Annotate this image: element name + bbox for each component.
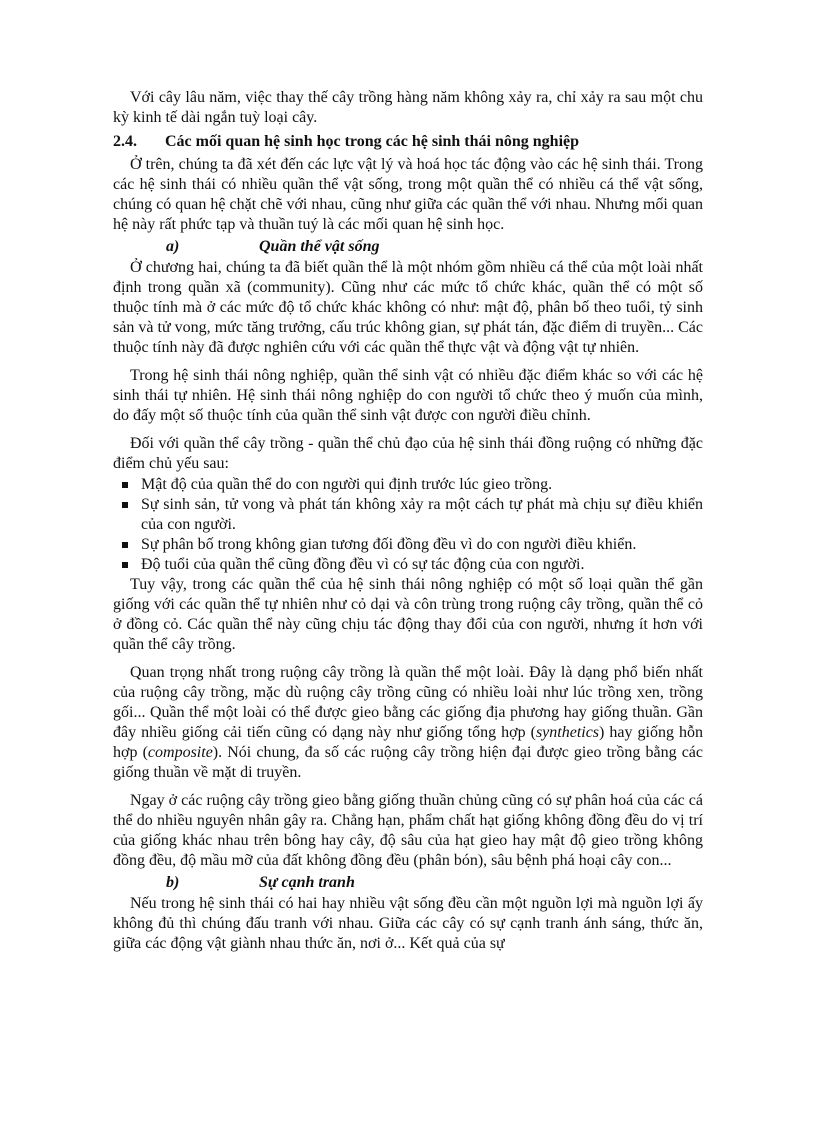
section-number: 2.4. (113, 133, 137, 150)
list-item (113, 495, 703, 535)
list-item (113, 535, 703, 555)
square-bullet-icon (122, 542, 128, 548)
subsection-b-paragraph-1: Nếu trong hệ sinh thái có hai hay nhiều vật sống đều cần một nguồn lợi mà nguồn lợi ấy không đủ thì chúng đấu tranh với nhau. Giữa các cây có sự cạnh tranh ánh sáng, thức ăn, giữa các động vật giành nhau thức ăn, nơi ở... Kết quả của sự (113, 895, 703, 952)
subsection-b-label: b) (166, 874, 180, 891)
subsection-a-heading (113, 237, 703, 257)
characteristics-list (113, 475, 703, 575)
subsection-a-label: a) (166, 238, 180, 255)
list-item-text: Sự phân bố trong không gian tương đối đồng đều vì do con người điều khiển. (141, 536, 637, 553)
p5-text-b: ) hay giống hỗn hợp ( (113, 724, 704, 761)
subsection-a-paragraph-2: Trong hệ sinh thái nông nghiệp, quần thể sinh vật có nhiều đặc điểm khác so với các hệ sinh thái tự nhiên. Hệ sinh thái nông nghiệp do con người tổ chức theo ý muốn của mình, do đấy một số thuộc tính của quần thể sinh vật được con người điều chỉnh. (113, 367, 703, 424)
section-heading (113, 132, 703, 152)
p5-term-synthetics: synthetics (535, 724, 600, 741)
subsection-a-title: Quần thể vật sống (259, 238, 380, 255)
square-bullet-icon (122, 502, 128, 508)
list-item (113, 475, 703, 495)
document-page (113, 88, 703, 954)
subsection-b-heading (113, 873, 703, 893)
subsection-a-paragraph-6: Ngay ở các ruộng cây trồng gieo bằng giống thuần chủng cũng có sự phân hoá của các cá thể do nhiều nguyên nhân gây ra. Chẳng hạn, phẩm chất hạt giống không đồng đều do vị trí của giống khác nhau trên bông hay cây, độ sâu của hạt gieo hay mật độ gieo trồng không đồng đều, độ mầu mỡ của đất không đồng đều (phân bón), sâu bệnh phá hoại cây con... (113, 792, 703, 869)
list-item-text: Sự sinh sản, tử vong và phát tán không xảy ra một cách tự phát mà chịu sự điều khiển của con người. (141, 496, 703, 533)
square-bullet-icon (122, 482, 128, 488)
section-paragraph: Ở trên, chúng ta đã xét đến các lực vật lý và hoá học tác động vào các hệ sinh thái. Trong các hệ sinh thái có nhiều quần thể vật sống, trong một quần thể có nhiều cá thể vật sống, chúng có quan hệ chặt chẽ với nhau, cũng như giữa các quần thể với nhau. Nhưng mối quan hệ này rất phức tạp và thuần tuý là các mối quan hệ sinh học. (113, 156, 703, 233)
subsection-a-paragraph-5 (113, 663, 703, 783)
subsection-b-title: Sự cạnh tranh (259, 874, 355, 891)
p5-text-c: ). Nói chung, đa số các ruộng cây trồng hiện đại được gieo trồng bằng các giống thuần về mặt di truyền. (113, 744, 704, 781)
p5-text-a: Quan trọng nhất trong ruộng cây trồng là quần thể một loài. Đây là dạng phổ biến nhất của ruộng cây trồng, mặc dù ruộng cây trồng cũng có nhiều loài như lúc trồng xen, trồng gối... Quần thể một loài có thể được gieo bằng các giống địa phương hay giống thuần. Gần đây nhiều giống cải tiến cũng có dạng này như giống tổng hợp ( (113, 664, 703, 741)
list-item (113, 555, 703, 575)
list-item-text: Mật độ của quần thể do con người qui định trước lúc gieo trồng. (141, 476, 553, 493)
intro-paragraph: Với cây lâu năm, việc thay thế cây trồng hàng năm không xảy ra, chỉ xảy ra sau một chu kỳ kinh tế dài ngắn tuỳ loại cây. (113, 89, 703, 126)
list-item-text: Độ tuổi của quần thể cũng đồng đều vì có sự tác động của con người. (141, 556, 585, 573)
subsection-a-paragraph-1: Ở chương hai, chúng ta đã biết quần thể là một nhóm gồm nhiều cá thể của một loài nhất định trong quần xã (community). Cũng như các mức tổ chức khác, quần thể có một số thuộc tính mà ở các mức độ tổ chức khác không có như: mật độ, phân bố theo tuổi, tỷ sinh sản và tử vong, mức tăng trưởng, cấu trúc không gian, sự phát tán, đặc điểm di truyền... Các thuộc tính này đã được nghiên cứu với các quần thể thực vật và động vật tự nhiên. (113, 259, 703, 356)
subsection-a-paragraph-4: Tuy vậy, trong các quần thể của hệ sinh thái nông nghiệp có một số loại quần thể gần giống với các quần thể tự nhiên như cỏ dại và côn trùng trong ruộng cây trồng, quần thể cỏ ở đồng cỏ. Các quần thể này cũng chịu tác động thay đổi của con người, nhưng ít hơn với quần thể cây trồng. (113, 576, 703, 653)
square-bullet-icon (122, 562, 128, 568)
subsection-a-paragraph-3: Đối với quần thể cây trồng - quần thể chủ đạo của hệ sinh thái đồng ruộng có những đặc điểm chủ yếu sau: (113, 435, 703, 472)
section-title: Các mối quan hệ sinh học trong các hệ sinh thái nông nghiệp (165, 133, 580, 150)
p5-term-composite: composite (147, 744, 213, 761)
